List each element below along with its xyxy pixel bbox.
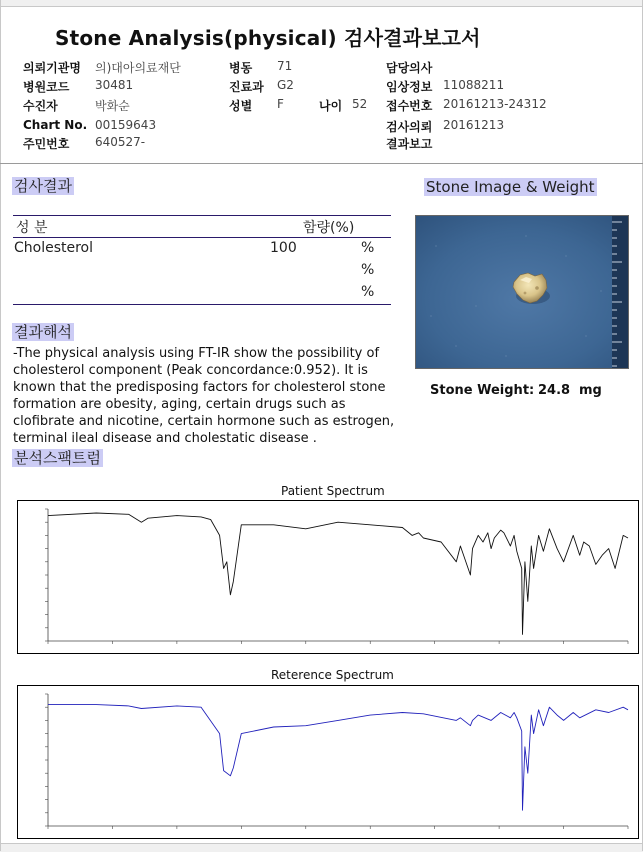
patient-spectrum-svg <box>18 501 638 653</box>
patient-spectrum-title: Patient Spectrum <box>281 484 385 498</box>
result-row-unit: % <box>361 240 375 256</box>
department-value: G2 <box>277 78 294 92</box>
window-left-border <box>0 0 1 851</box>
resident-no-label: 주민번호 <box>23 137 70 151</box>
ward-label: 병동 <box>229 61 253 75</box>
stone-photo-image <box>416 216 628 368</box>
stone-weight-unit: mg <box>579 383 602 398</box>
ward-value: 71 <box>277 59 293 73</box>
reference-spectrum-title: Reterence Spectrum <box>271 668 394 682</box>
reference-spectrum-chart <box>17 685 639 839</box>
window-top-border <box>0 0 643 7</box>
stone-weight-label: Stone Weight: <box>430 383 535 398</box>
agency-name-label: 의뢰기관명 <box>23 61 81 75</box>
chart-no-value: 00159643 <box>95 118 157 132</box>
resident-no-value: 640527- <box>95 135 146 149</box>
result-row-value: 100 <box>270 240 297 256</box>
interpretation-text: -The physical analysis using FT-IR show the possibility of cholesterol component (Peak concordance:0.952). It is known that the predisposing factors for cholesterol stone formation are obesity, aging, certain drugs such as clofibrate and nicotine, certain hormone such as estrogen, terminal ileal disease and cholestatic disease . <box>13 346 395 446</box>
sex-value: F <box>277 97 284 111</box>
report-date-label: 결과보고 <box>386 137 433 151</box>
content-column-header: 함량(%) <box>303 220 355 236</box>
department-label: 진료과 <box>229 80 264 94</box>
results-table-top-rule <box>13 215 391 216</box>
receipt-no-label: 접수번호 <box>386 99 433 113</box>
stone-weight-value: 24.8 <box>538 383 571 398</box>
request-date-value: 20161213 <box>443 118 505 132</box>
result-row-unit: % <box>361 262 375 278</box>
age-label: 나이 <box>319 99 343 113</box>
patient-spectrum-series-line <box>48 513 628 634</box>
clinical-info-value: 11088211 <box>443 78 505 92</box>
stone-image-heading: Stone Image & Weight <box>426 178 595 196</box>
age-value: 52 <box>352 97 368 111</box>
patient-spectrum-chart <box>17 500 639 654</box>
reference-spectrum-series-line <box>48 705 628 811</box>
stone-photo <box>415 215 629 369</box>
result-row-unit: % <box>361 284 375 300</box>
hospital-code-label: 병원코드 <box>23 80 70 94</box>
reference-spectrum-svg <box>18 686 638 838</box>
interpretation-heading: 결과해석 <box>14 323 72 341</box>
chart-no-label: Chart No. <box>23 118 88 132</box>
results-heading: 검사결과 <box>14 177 72 195</box>
results-table-bottom-rule <box>13 304 391 305</box>
clinical-info-label: 임상정보 <box>386 80 433 94</box>
component-column-header: 성 분 <box>16 220 48 236</box>
receipt-no-value: 20161213-24312 <box>443 97 547 111</box>
results-table-header-rule <box>13 237 391 238</box>
hospital-code-value: 30481 <box>95 78 134 92</box>
result-row-name: Cholesterol <box>14 240 94 256</box>
agency-name-value: 의)대아의료재단 <box>95 61 181 75</box>
request-date-label: 검사의뢰 <box>386 120 433 134</box>
sex-label: 성별 <box>229 99 253 113</box>
patient-name-value: 박화순 <box>95 99 130 113</box>
report-title: Stone Analysis(physical) 검사결과보고서 <box>55 26 481 50</box>
doctor-label: 담당의사 <box>386 61 433 75</box>
spectrum-heading: 분석스팩트럼 <box>14 449 101 467</box>
patient-name-label: 수진자 <box>23 99 58 113</box>
header-divider <box>0 163 643 164</box>
